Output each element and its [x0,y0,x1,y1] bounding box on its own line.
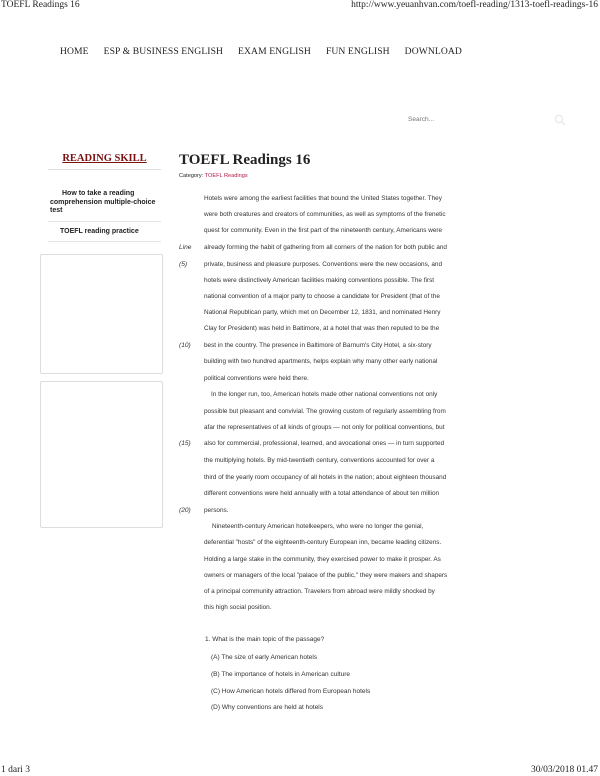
question-stem: 1. What is the main topic of the passage? [205,636,325,643]
sidebar-item-toefl-reading-practice[interactable] [48,222,161,243]
passage-line: this high social position. [204,604,272,611]
answer-option: (B) The importance of hotels in American culture [211,671,350,678]
passage-line: Holding a large stake in the community, they exercised power to make it prosper. As [204,556,441,563]
print-footer [0,764,600,776]
search-box [400,113,576,129]
nav-download[interactable]: DOWNLOAD [404,46,462,57]
print-header [0,0,600,12]
search-input[interactable] [408,116,528,123]
search-icon[interactable] [554,114,566,126]
passage-line: best in the country. The presence in Baltimore of Barnum's City Hotel, a six-story [204,342,432,349]
passage-line: possible but pleasant and convivial. The growing custom of regularly assembling from [204,408,446,415]
sidebar-item-line: TOEFL reading practice [60,227,139,235]
sidebar [48,153,161,242]
line-marker: (5) [179,261,188,268]
sidebar-item-how-to-take-test[interactable] [48,170,161,222]
line-marker: (20) [179,507,191,514]
answer-option: (C) How American hotels differed from European hotels [211,688,371,695]
nav-esp-business-english[interactable]: ESP & BUSINESS ENGLISH [103,46,224,57]
passage-line: persons. [204,507,229,514]
passage-line: afar the representatives of all kinds of groups — not only for political conventions, but [204,424,445,431]
article-category [179,173,491,179]
category-label: Category: [179,173,204,179]
article-title: TOEFL Readings 16 [179,152,311,168]
line-marker: (10) [179,342,191,349]
passage-line: deferential "hosts" of the eighteenth-century European inn, became leading citizens. [204,539,442,546]
line-marker: Line [179,244,192,251]
sidebar-item-line: comprehension multiple-choice [50,198,156,206]
article-header [179,152,491,179]
nav-fun-english[interactable]: FUN ENGLISH [325,46,390,57]
passage-line: Hotels were among the earliest facilities that bound the United States together. They [204,195,442,202]
passage-line: were both creatures and creators of communities, as well as symptoms of the frenetic [204,211,446,218]
print-header-title: TOEFL Readings 16 [1,0,80,10]
line-marker: (15) [179,440,191,447]
passage-line: quest for community. Even in the first part of the nineteenth century, Americans were [204,227,443,234]
answer-option: (A) The size of early American hotels [211,654,318,661]
print-footer-page: 1 dari 3 [1,765,31,775]
answer-option: (D) Why conventions are held at hotels [211,704,323,711]
sidebar-item-line: How to take a reading [62,190,135,197]
passage-line: owners or managers of the local "palace of the public," they were makers and shapers [204,572,448,579]
print-header-url: http://www.yeuanhvan.com/toefl-reading/1313-toefl-readings-16 [351,0,598,10]
passage-line: also for commercial, professional, learned, and avocational ones — in turn supported [204,440,445,447]
passage-line: Nineteenth-century American hotelkeepers, who were no longer the genial, [212,523,424,530]
passage-line: national convention of a major party to choose a candidate for President (that of the [204,293,440,300]
passage-line: of a principal community attraction. Travelers from abroad were mildly shocked by [204,588,435,595]
passage-line: different conventions were held annually with a total attendance of about ten million [204,490,440,497]
passage-line: third of the yearly room occupancy of all hotels in the nation; about eighteen thousand [204,474,447,481]
passage-line: Clay for President) was held in Baltimore, at a hotel that was then reputed to be the [204,325,440,332]
passage-line: building with two hundred apartments, helps explain why many other early national [204,358,438,365]
category-link[interactable]: TOEFL Readings [204,173,248,179]
sidebar-widget-box [40,254,163,374]
passage-line: political conventions were held there. [204,375,309,382]
print-footer-datetime: 30/03/2018 01.47 [530,765,598,775]
main-nav [60,46,462,57]
sidebar-title: READING SKILL [62,153,147,164]
sidebar-widget-box [40,381,163,528]
passage-line: the multiplying hotels. By mid-twentieth century, conventions accounted for over a [204,457,435,464]
passage-line: hotels were distinctively American facilities making conventions possible. The first [204,277,435,284]
passage-line: private, business and pleasure purposes. Conventions were the new occasions, and [204,261,443,268]
passage-line: already forming the habit of gathering from all corners of the nation for both public and [204,244,447,251]
nav-home[interactable]: HOME [60,46,89,57]
sidebar-item-line: test [50,207,63,214]
passage-line: National Republican party, which met on December 12, 1831, and nominated Henry [204,309,441,316]
nav-exam-english[interactable]: EXAM ENGLISH [238,46,311,57]
passage-line: In the longer run, too, American hotels made other national conventions not only [211,391,438,398]
